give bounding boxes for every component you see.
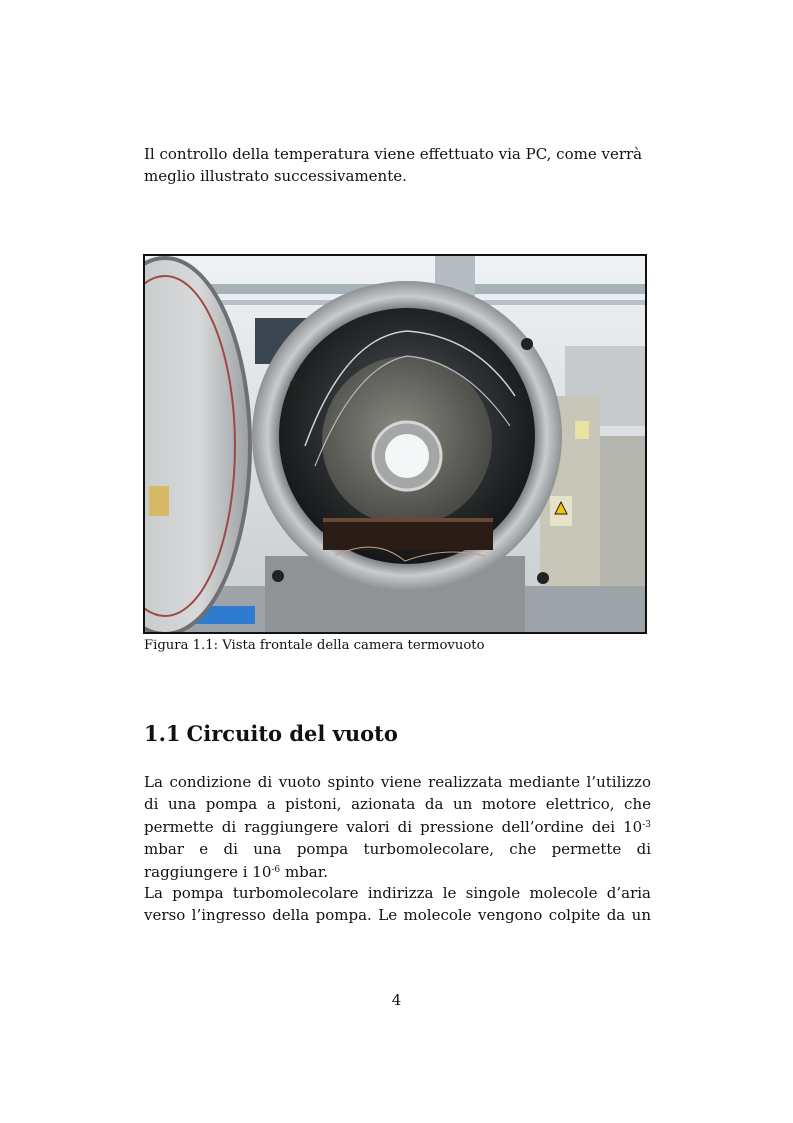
body-paragraph-2 <box>144 882 651 927</box>
paragraph1-line-3 <box>144 816 651 838</box>
paragraph1-line-5 <box>144 861 651 883</box>
paragraph1-line-2: di una pompa a pistoni, azionata da un motore elettrico, che <box>144 795 651 814</box>
intro-paragraph <box>144 143 651 188</box>
page-number: 4 <box>391 991 402 1009</box>
paragraph1-line-4: mbar e di una pompa turbomolecolare, che permette di <box>144 840 651 859</box>
section-number: 1.1 <box>144 721 181 746</box>
paragraph1-line-5-unit: mbar. <box>280 862 328 881</box>
vacuum-chamber-illustration <box>145 256 645 632</box>
section-heading <box>144 720 398 748</box>
paragraph2-line-2: verso l’ingresso della pompa. Le molecole vengono colpite da un <box>144 906 651 925</box>
body-paragraph-1 <box>144 771 651 883</box>
paragraph1-line-1: La condizione di vuoto spinto viene realizzata mediante l’utilizzo <box>144 773 651 791</box>
section-title: Circuito del vuoto <box>186 721 398 746</box>
exponent-minus-6: -6 <box>271 864 281 875</box>
exponent-minus-3: -3 <box>642 819 651 830</box>
intro-line-1: Il controllo della temperatura viene effettuato via PC, come verrà <box>144 145 643 163</box>
figure-caption: Figura 1.1: Vista frontale della camera termovuoto <box>144 638 485 653</box>
intro-line-2: meglio illustrato successivamente. <box>144 167 407 186</box>
paragraph2-line-1: La pompa turbomolecolare indirizza le singole molecole d’aria <box>144 884 651 902</box>
figure-photo-vacuum-chamber <box>143 254 647 634</box>
paragraph1-line-5-text: raggiungere i 10 <box>144 862 272 881</box>
paragraph1-line-3-text: permette di raggiungere valori di pressione dell’ordine dei 10 <box>144 817 643 836</box>
